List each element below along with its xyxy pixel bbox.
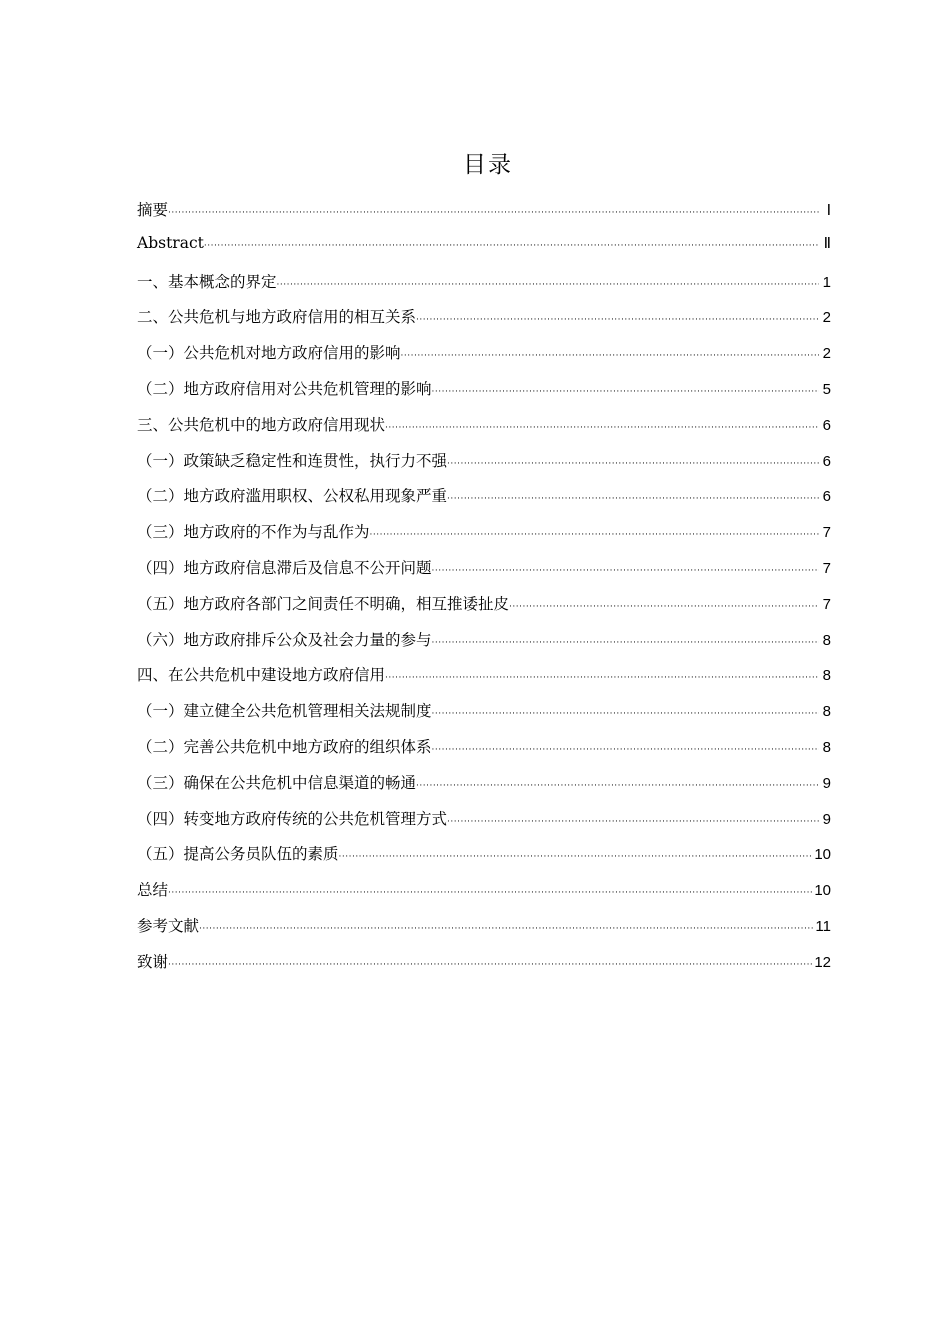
toc-entry[interactable]	[137, 305, 831, 341]
toc-entry[interactable]	[137, 377, 831, 413]
toc-entry-page: 2	[822, 309, 831, 327]
toc-entry-page: Ⅰ	[826, 202, 831, 219]
toc-entry-label: 三、公共危机中的地方政府信用现状	[137, 415, 386, 434]
toc-entry-label: （一）建立健全公共危机管理相关法规制度	[137, 702, 432, 721]
toc-entry-page: 6	[822, 488, 831, 506]
toc-entry[interactable]	[137, 270, 831, 306]
toc-leader-dots	[432, 710, 819, 719]
toc-entry[interactable]	[137, 628, 831, 664]
toc-leader-dots	[432, 567, 819, 576]
toc-leader-dots	[509, 603, 819, 612]
toc-entry[interactable]	[137, 950, 831, 986]
toc-leader-dots	[416, 782, 819, 791]
toc-leader-dots	[277, 281, 819, 290]
toc-entry-page: 5	[822, 380, 831, 398]
toc-entry-page: 8	[822, 703, 831, 721]
toc-entry-label: （二）完善公共危机中地方政府的组织体系	[137, 737, 432, 756]
toc-entry[interactable]	[137, 878, 831, 914]
toc-leader-dots	[385, 674, 819, 683]
toc-entry[interactable]	[137, 413, 831, 449]
toc-entry[interactable]	[137, 771, 831, 807]
toc-entry[interactable]	[137, 556, 831, 592]
toc-entry-label: 总结	[137, 881, 169, 900]
toc-leader-dots	[168, 961, 812, 970]
toc-entry-page: 2	[822, 345, 831, 363]
toc-entry-label: （一）政策缺乏稳定性和连贯性，执行力不强	[137, 451, 448, 470]
toc-entry-label: （四）地方政府信息滞后及信息不公开问题	[137, 558, 432, 577]
toc-entry[interactable]	[137, 807, 831, 843]
toc-entry-label: 一、基本概念的界定	[137, 272, 277, 291]
toc-entry-page: 1	[822, 273, 831, 291]
toc-entry-page: 9	[822, 774, 831, 792]
toc-leader-dots	[432, 639, 819, 648]
toc-entry[interactable]	[137, 842, 831, 878]
toc-entry-label: （二）地方政府滥用职权、公权私用现象严重	[137, 487, 448, 506]
toc-entry-page: 10	[814, 882, 831, 900]
toc-entry[interactable]	[137, 592, 831, 628]
toc-entry-page: 7	[822, 595, 831, 613]
toc-entry-label: （五）地方政府各部门之间责任不明确，相互推诿扯皮	[137, 594, 510, 613]
toc-entry-page: 6	[822, 416, 831, 434]
toc-leader-dots	[168, 889, 812, 898]
toc-leader-dots	[204, 242, 819, 251]
toc-leader-dots	[447, 818, 819, 827]
toc-entry[interactable]	[137, 198, 831, 234]
toc-title: 目录	[463, 152, 513, 178]
toc-entry-page: 11	[815, 917, 831, 935]
toc-entry-label: （五）提高公务员队伍的素质	[137, 845, 339, 864]
toc-entry-page: 9	[822, 810, 831, 828]
toc-entry-page: 6	[822, 452, 831, 470]
toc-leader-dots	[416, 316, 819, 325]
toc-entry-label: （三）确保在公共危机中信息渠道的畅通	[137, 773, 417, 792]
toc-entry[interactable]	[137, 520, 831, 556]
toc-entry[interactable]	[137, 914, 831, 950]
toc-leader-dots	[447, 495, 819, 504]
toc-entry-label: 二、公共危机与地方政府信用的相互关系	[137, 308, 417, 327]
toc-entry-label: （四）转变地方政府传统的公共危机管理方式	[137, 809, 448, 828]
toc-entry-label: （三）地方政府的不作为与乱作为	[137, 523, 370, 542]
toc-entry-label: 参考文献	[137, 916, 200, 935]
toc-entry-label: （一）公共危机对地方政府信用的影响	[137, 344, 401, 363]
toc-entry-page: 7	[822, 524, 831, 542]
toc-leader-dots	[339, 853, 813, 862]
toc-leader-dots	[432, 388, 819, 397]
toc-leader-dots	[370, 531, 819, 540]
toc-leader-dots	[447, 460, 819, 469]
toc-leader-dots	[168, 209, 819, 218]
toc-entry[interactable]	[137, 341, 831, 377]
toc-leader-dots	[385, 424, 819, 433]
toc-entry[interactable]	[137, 735, 831, 771]
toc-entry[interactable]	[137, 699, 831, 735]
toc-leader-dots	[401, 352, 819, 361]
toc-entry-label: 摘要	[137, 201, 169, 219]
toc-entry-label: 致谢	[137, 952, 169, 971]
toc-entry[interactable]	[137, 234, 831, 270]
toc-entry[interactable]	[137, 663, 831, 699]
toc-entry[interactable]	[137, 449, 831, 485]
toc-leader-dots	[432, 746, 819, 755]
toc-entry-page: 10	[814, 846, 831, 864]
toc-entry-page: 8	[822, 667, 831, 685]
toc-entry-label: （六）地方政府排斥公众及社会力量的参与	[137, 630, 432, 649]
toc-entry-page: Ⅱ	[823, 234, 831, 252]
toc-entry-page: 7	[822, 559, 831, 577]
toc-list	[137, 198, 831, 986]
toc-entry-page: 8	[822, 631, 831, 649]
toc-entry-page: 8	[822, 738, 831, 756]
toc-entry-label: Abstract	[137, 233, 204, 252]
toc-entry[interactable]	[137, 484, 831, 520]
toc-entry-label: 四、在公共危机中建设地方政府信用	[137, 666, 386, 685]
toc-entry-page: 12	[814, 953, 831, 971]
toc-leader-dots	[199, 925, 813, 934]
toc-entry-label: （二）地方政府信用对公共危机管理的影响	[137, 379, 432, 398]
